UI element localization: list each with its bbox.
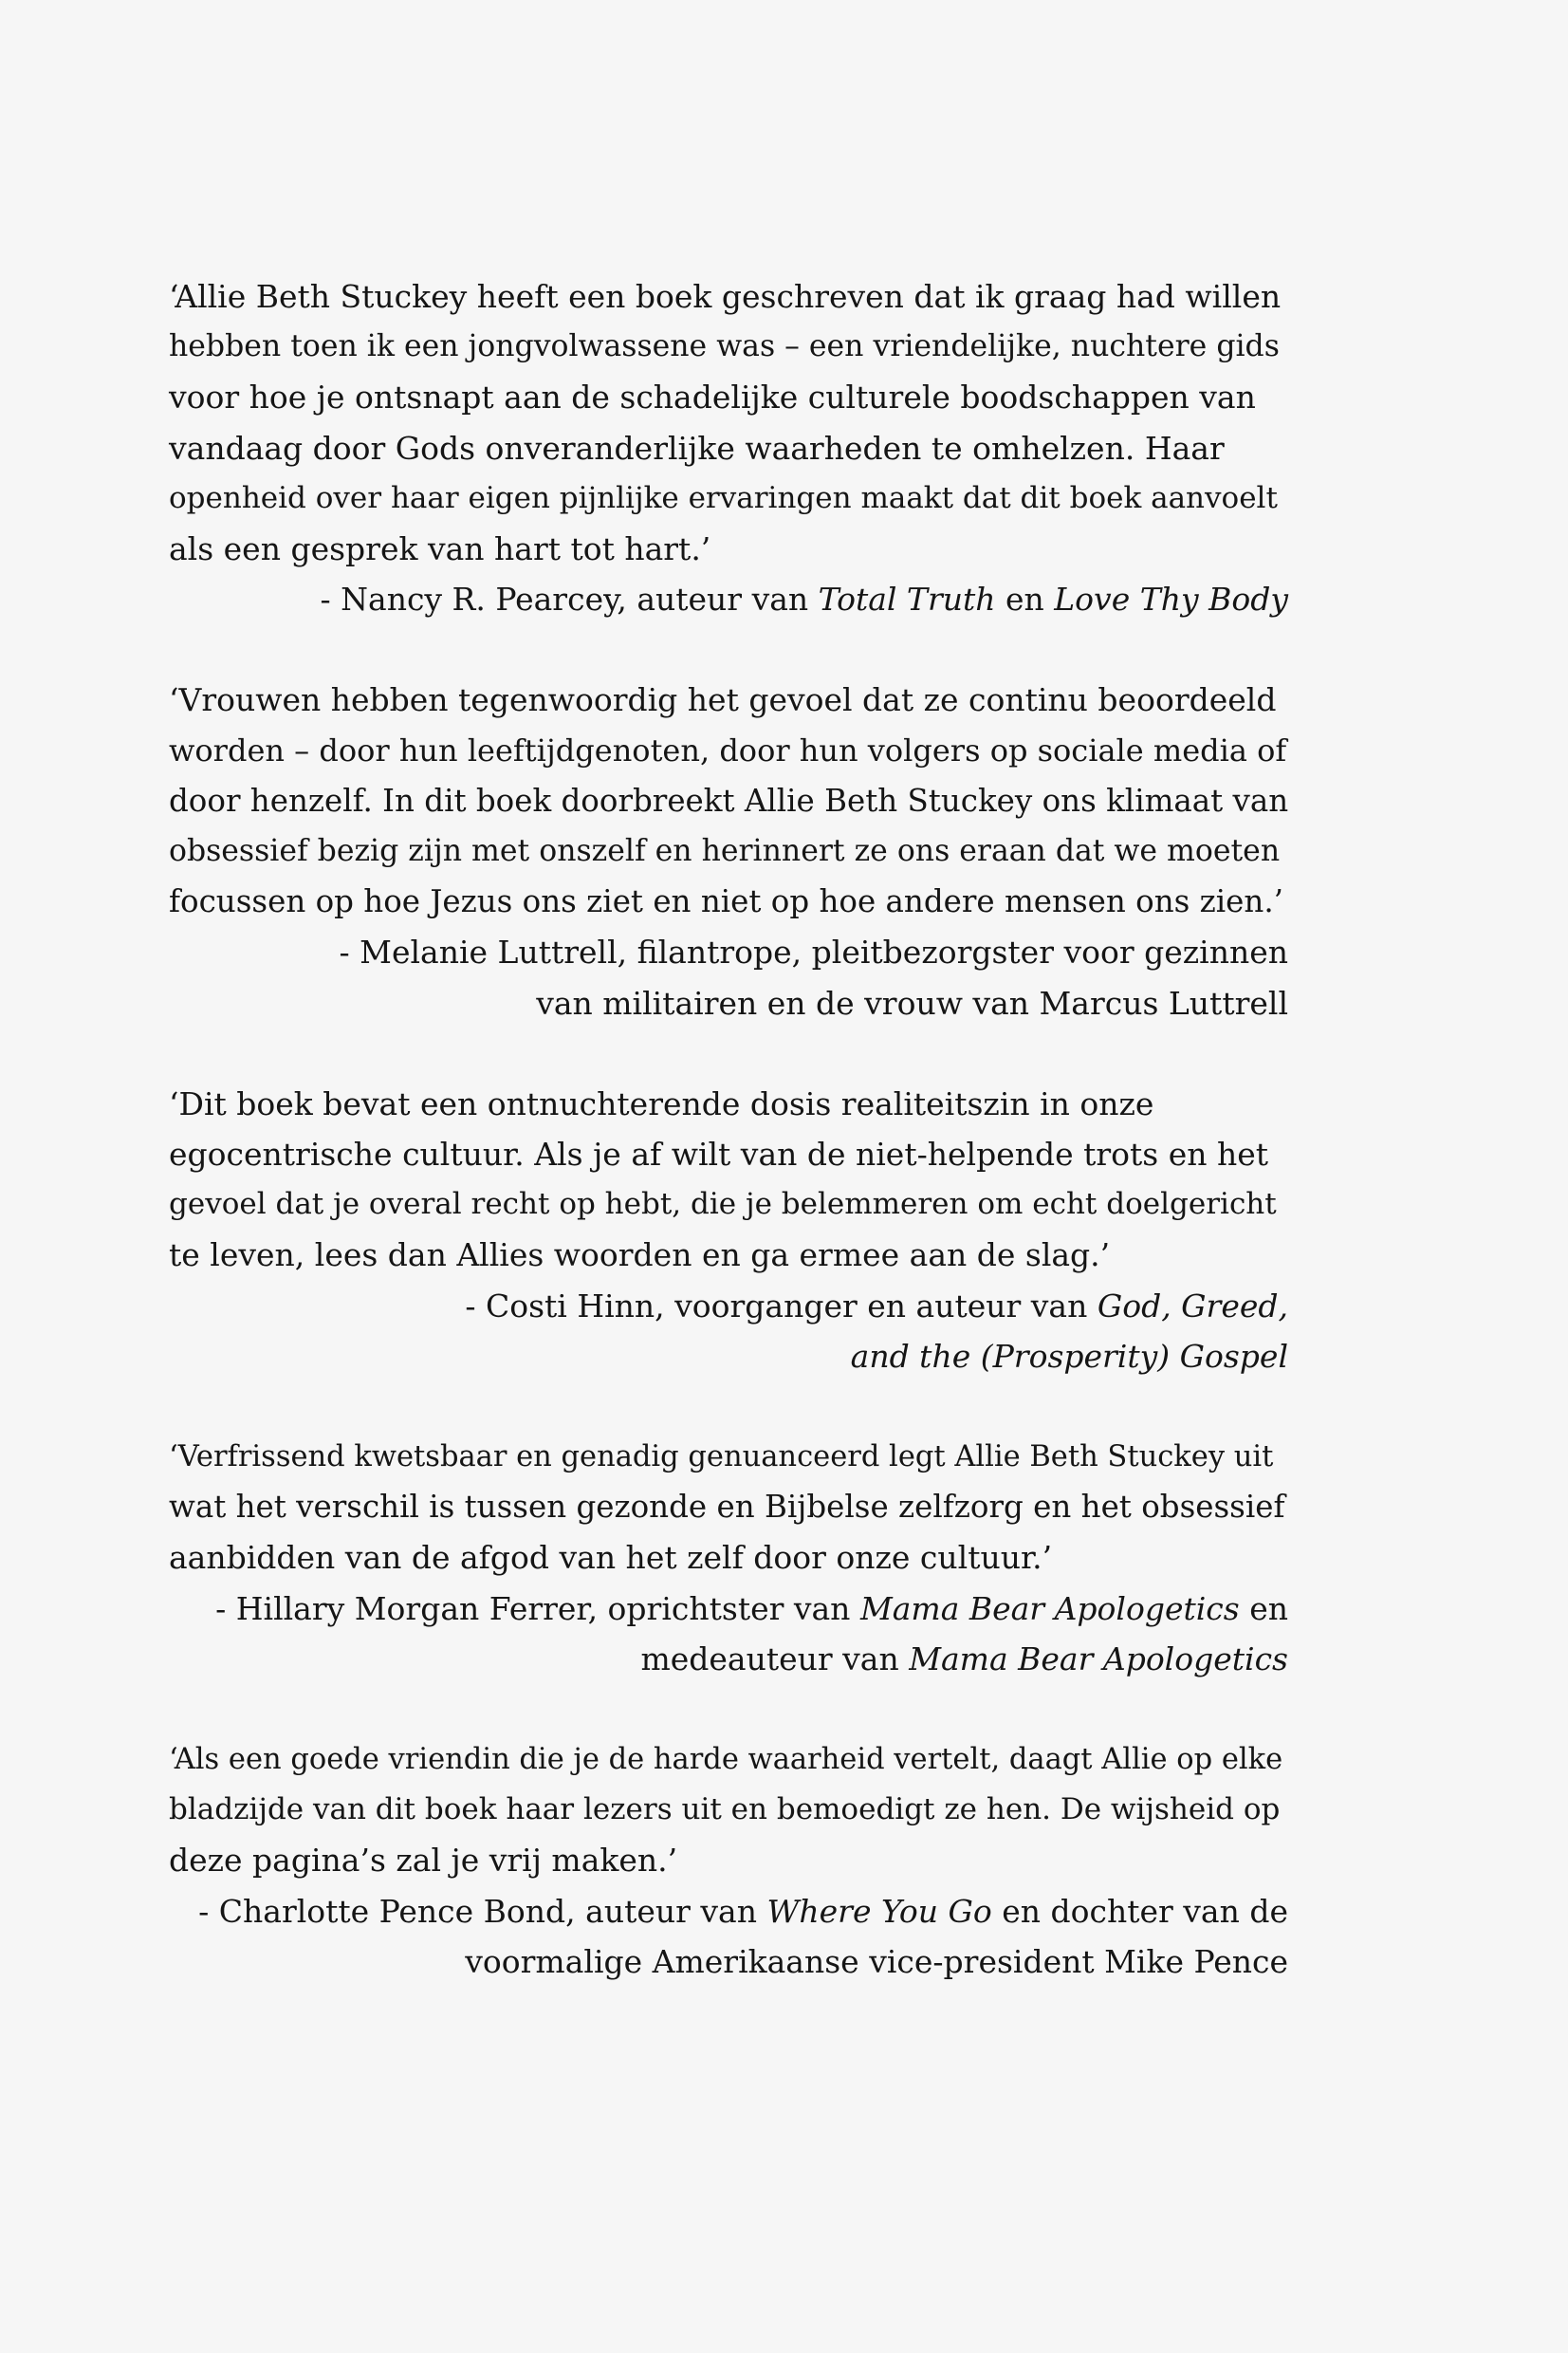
book-title: Total Truth: [818, 581, 996, 619]
quote-line: als een gesprek van hart tot hart.’: [169, 530, 711, 568]
quote-line: openheid over haar eigen pijnlijke ervaringen maakt dat dit boek aanvoelt: [169, 480, 1278, 515]
attribution-text: en: [995, 581, 1055, 619]
attribution-text: - Nancy R. Pearcey, auteur van: [320, 581, 819, 619]
endorsement-quote: [169, 1432, 1288, 1584]
quote-line: bladzijde van dit boek haar lezers uit en bemoedigt ze hen. De wijsheid op: [169, 1792, 1281, 1827]
endorsement-3: [169, 1079, 1288, 1381]
attribution-line: [169, 1584, 1288, 1634]
attribution-line: [169, 574, 1288, 624]
endorsement-quote: [169, 1079, 1288, 1281]
attribution-line: - Melanie Luttrell, filantrope, pleitbezorgster voor gezinnen: [339, 934, 1288, 972]
attribution-text: en: [1239, 1589, 1288, 1627]
book-title: Mama Bear Apologetics: [859, 1589, 1240, 1627]
endorsement-attribution: [169, 1584, 1288, 1684]
attribution-text: en dochter van de: [991, 1892, 1288, 1930]
endorsement-2: [169, 675, 1288, 1028]
quote-line: obsessief bezig zijn met onszelf en herinnert ze ons eraan dat we moeten: [169, 834, 1281, 869]
book-title: God, Greed,: [1097, 1287, 1288, 1325]
attribution-line: [169, 1281, 1288, 1331]
endorsement-attribution: [169, 1886, 1288, 1987]
quote-line: ‘Allie Beth Stuckey heeft een boek geschreven dat ik graag had willen: [169, 278, 1282, 315]
quote-line: focussen op hoe Jezus ons ziet en niet op hoe andere mensen ons zien.’: [169, 883, 1283, 920]
quote-line: vandaag door Gods onveranderlijke waarheden te omhelzen. Haar: [169, 429, 1225, 467]
quote-line: voor hoe je ontsnapt aan de schadelijke culturele boodschappen van: [169, 379, 1256, 417]
quote-line: ‘Als een goede vriendin die je de harde waarheid vertelt, daagt Allie op elke: [169, 1743, 1283, 1777]
book-title: and the (Prosperity) Gospel: [850, 1337, 1288, 1375]
attribution-text: - Costi Hinn, voorganger en auteur van: [465, 1287, 1098, 1325]
quote-line: ‘Vrouwen hebben tegenwoordig het gevoel dat ze continu beoordeeld: [169, 681, 1277, 719]
quote-line: aanbidden van de afgod van het zelf door onze cultuur.’: [169, 1539, 1053, 1577]
endorsement-1: [169, 271, 1288, 624]
attribution-line: voormalige Amerikaanse vice-president Mike Pence: [465, 1942, 1288, 1980]
quote-line: hebben toen ik een jongvolwassene was – een vriendelijke, nuchtere gids: [169, 329, 1280, 364]
quote-line: door henzelf. In dit boek doorbreekt Allie Beth Stuckey ons klimaat van: [169, 782, 1289, 819]
quote-line: ‘Dit boek bevat een ontnuchterende dosis realiteitszin in onze: [169, 1084, 1154, 1122]
quote-line: wat het verschil is tussen gezonde en Bijbelse zelfzorg en het obsessief: [169, 1489, 1285, 1526]
book-title: Love Thy Body: [1054, 581, 1288, 619]
endorsement-quote: [169, 1734, 1288, 1886]
endorsement-attribution: [169, 1281, 1288, 1381]
endorsement-quote: [169, 271, 1288, 574]
attribution-line: [169, 1634, 1288, 1684]
quote-line: ‘Verfrissend kwetsbaar en genadig genuanceerd legt Allie Beth Stuckey uit: [169, 1440, 1274, 1474]
quote-line: te leven, lees dan Allies woorden en ga ermee aan de slag.’: [169, 1236, 1111, 1274]
book-title: Where You Go: [766, 1892, 992, 1930]
quote-line: worden – door hun leeftijdgenoten, door hun volgers op sociale media of: [169, 732, 1287, 769]
endorsement-attribution: [169, 927, 1288, 1028]
attribution-text: - Charlotte Pence Bond, auteur van: [198, 1892, 767, 1930]
endorsements-page: [169, 271, 1288, 2037]
endorsement-attribution: [169, 574, 1288, 624]
quote-line: deze pagina’s zal je vrij maken.’: [169, 1842, 678, 1880]
attribution-text: medeauteur van: [640, 1640, 910, 1677]
endorsement-4: [169, 1432, 1288, 1684]
attribution-line: [169, 1886, 1288, 1936]
quote-line: gevoel dat je overal recht op hebt, die je belemmeren om echt doelgericht: [169, 1187, 1277, 1222]
endorsement-quote: [169, 675, 1288, 927]
endorsement-5: [169, 1734, 1288, 1987]
book-title: Mama Bear Apologetics: [909, 1640, 1288, 1677]
attribution-line: van militairen en de vrouw van Marcus Luttrell: [536, 984, 1288, 1022]
attribution-line: [169, 1331, 1288, 1381]
quote-line: egocentrische cultuur. Als je af wilt van de niet-helpende trots en het: [169, 1136, 1269, 1174]
attribution-text: - Hillary Morgan Ferrer, oprichtster van: [215, 1589, 860, 1627]
